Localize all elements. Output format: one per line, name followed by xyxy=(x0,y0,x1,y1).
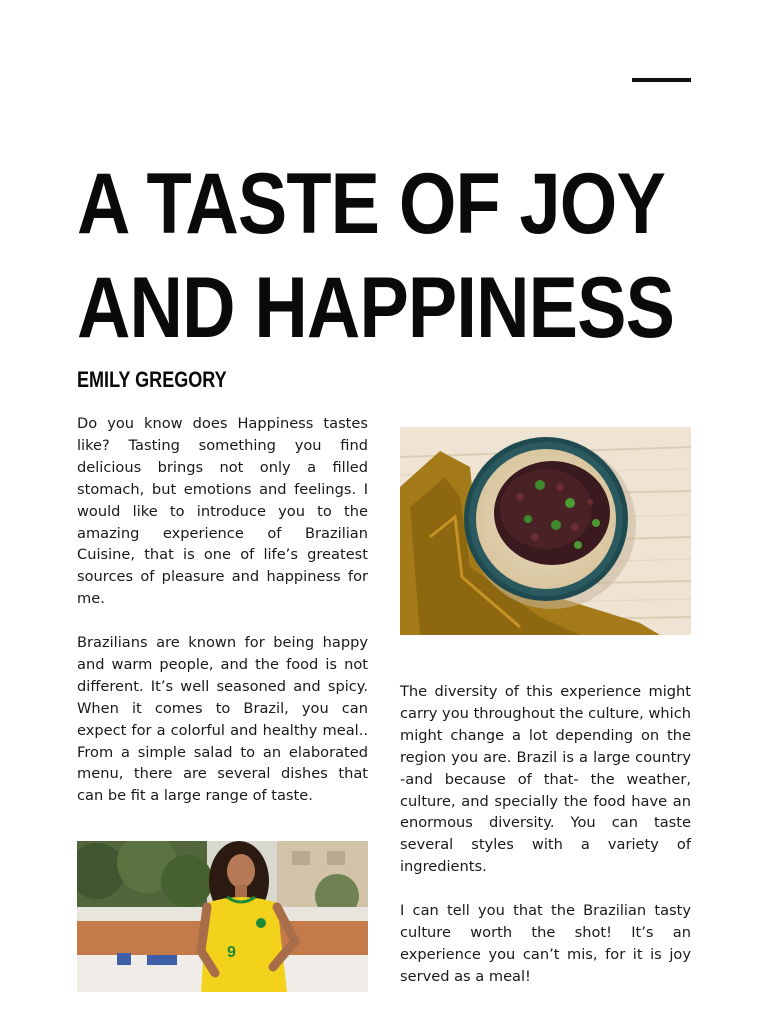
title-line-2: AND HAPPINESS xyxy=(77,260,675,356)
svg-text:9: 9 xyxy=(227,944,236,961)
title-line-1: A TASTE OF JOY xyxy=(77,156,665,252)
left-column xyxy=(77,413,368,807)
article-title xyxy=(77,152,675,360)
author-name: EMILY GREGORY xyxy=(77,367,227,392)
smiling-fan-photo xyxy=(77,841,368,992)
food-bowl-photo xyxy=(400,427,691,635)
decorative-rule xyxy=(632,78,691,82)
right-column xyxy=(400,681,691,988)
closing-paragraph: I can tell you that the Brazilian tasty culture worth the shot! It’s an experience you can’t mis, for it is joy served as a meal! xyxy=(400,902,691,985)
intro-paragraph: Do you know does Happiness tastes like? Tasting something you find delicious brings not only a filled stomach, but emotions and feelings. I would like to introduce you to the amazing experience of Brazilian Cuisine, that is one of life’s greatest sources of pleasure and happiness for me. xyxy=(77,415,368,608)
body-paragraph: The diversity of this experience might carry you throughout the culture, which might change a lot depending on the region you are. Brazil is a large country -and because of that- the weather, culture, and specially the food have an enormous diversity. You can taste several styles with a variety of ingredients. xyxy=(400,683,691,876)
body-paragraph: Brazilians are known for being happy and warm people, and the food is not different. It’s well seasoned and spicy. When it comes to Brazil, you can expect for a colorful and healthy meal.. From a simple salad to an elaborated menu, there are several dishes that can be fit a large range of taste. xyxy=(77,634,368,805)
